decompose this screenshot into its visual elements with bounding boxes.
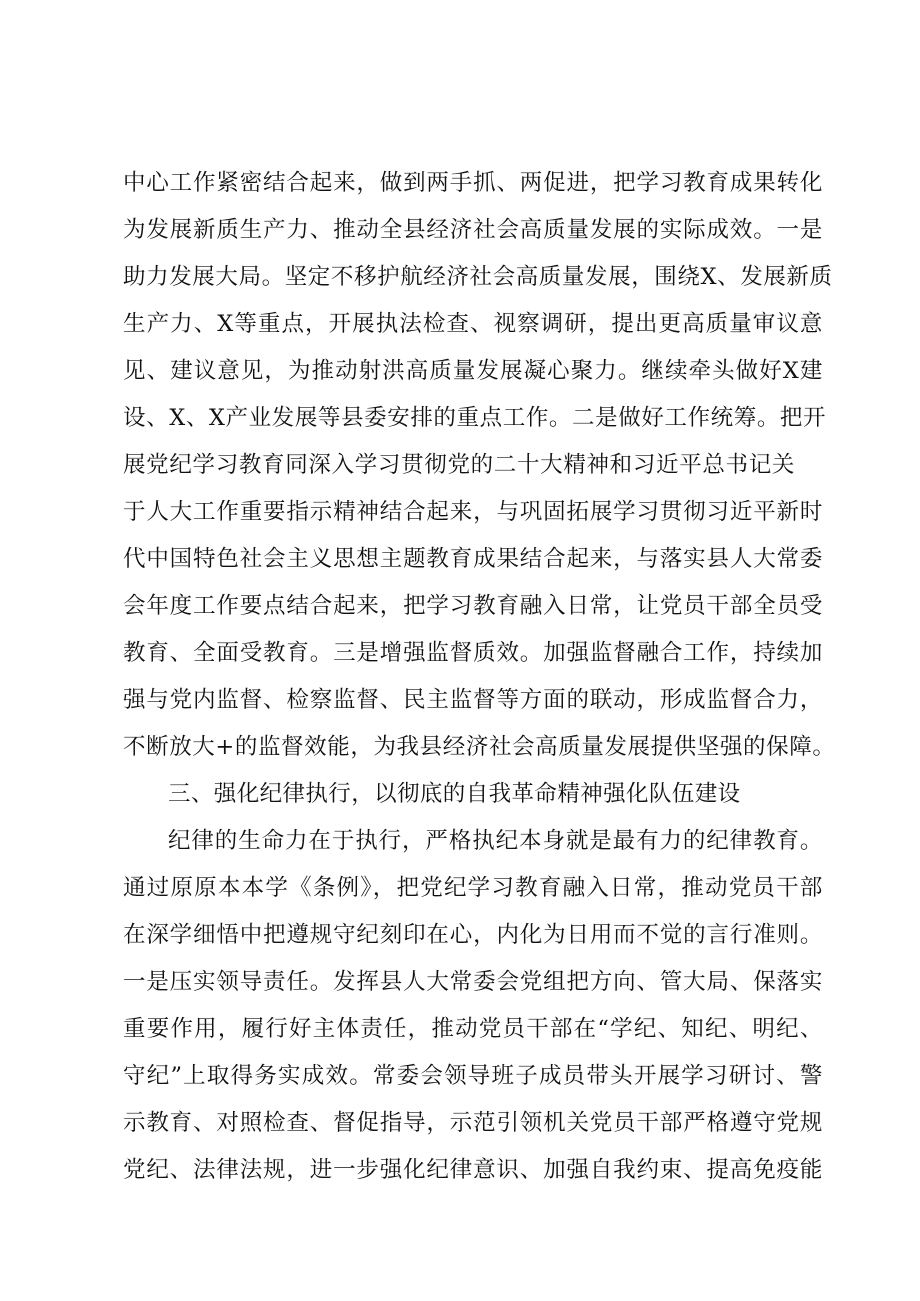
paragraph-line: 强与党内监督、检察监督、民主监督等方面的联动，形成监督合力， xyxy=(123,687,823,713)
paragraph-line: 党纪、法律法规，进一步强化纪律意识、加强自我约束、提高免疫能 xyxy=(123,1157,823,1183)
paragraph-line: 重要作用，履行好主体责任，推动党员干部在“学纪、知纪、明纪、 xyxy=(123,1016,823,1042)
paragraph-line: 一是压实领导责任。发挥县人大常委会党组把方向、管大局、保落实 xyxy=(123,969,823,995)
paragraph-line: 设、X、X产业发展等县委安排的重点工作。二是做好工作统筹。把开 xyxy=(123,405,827,431)
paragraph-line: 通过原原本本学《条例》，把党纪学习教育融入日常，推动党员干部 xyxy=(123,875,823,901)
paragraph-line: 为发展新质生产力、推动全县经济社会高质量发展的实际成效。一是 xyxy=(123,217,823,243)
paragraph-line: 见、建议意见，为推动射洪高质量发展凝心聚力。继续牵头做好X建 xyxy=(123,358,823,384)
paragraph-line: 示教育、对照检查、督促指导，示范引领机关党员干部严格遵守党规 xyxy=(123,1110,823,1136)
paragraph-line: 会年度工作要点结合起来，把学习教育融入日常，让党员干部全员受 xyxy=(123,593,823,619)
paragraph-line: 不断放大+的监督效能，为我县经济社会高质量发展提供坚强的保障。 xyxy=(123,734,836,760)
paragraph-line: 教育、全面受教育。三是增强监督质效。加强监督融合工作，持续加 xyxy=(123,640,823,666)
paragraph-line: 中心工作紧密结合起来，做到两手抓、两促进，把学习教育成果转化 xyxy=(123,170,823,196)
paragraph-line: 于人大工作重要指示精神结合起来，与巩固拓展学习贯彻习近平新时 xyxy=(123,499,823,525)
section-heading: 三、强化纪律执行，以彻底的自我革命精神强化队伍建设 xyxy=(168,781,741,807)
paragraph-line: 助力发展大局。坚定不移护航经济社会高质量发展，围绕X、发展新质 xyxy=(123,264,833,290)
paragraph-line: 展党纪学习教育同深入学习贯彻党的二十大精神和习近平总书记关 xyxy=(123,452,795,478)
paragraph-line: 代中国特色社会主义思想主题教育成果结合起来，与落实县人大常委 xyxy=(123,546,823,572)
paragraph-line: 纪律的生命力在于执行，严格执纪本身就是最有力的纪律教育。 xyxy=(168,828,823,854)
paragraph-line: 生产力、X等重点，开展执法检查、视察调研，提出更高质量审议意 xyxy=(123,311,823,337)
paragraph-line: 在深学细悟中把遵规守纪刻印在心，内化为日用而不觉的言行准则。 xyxy=(123,922,823,948)
paragraph-line: 守纪”上取得务实成效。常委会领导班子成员带头开展学习研讨、警 xyxy=(123,1063,823,1089)
